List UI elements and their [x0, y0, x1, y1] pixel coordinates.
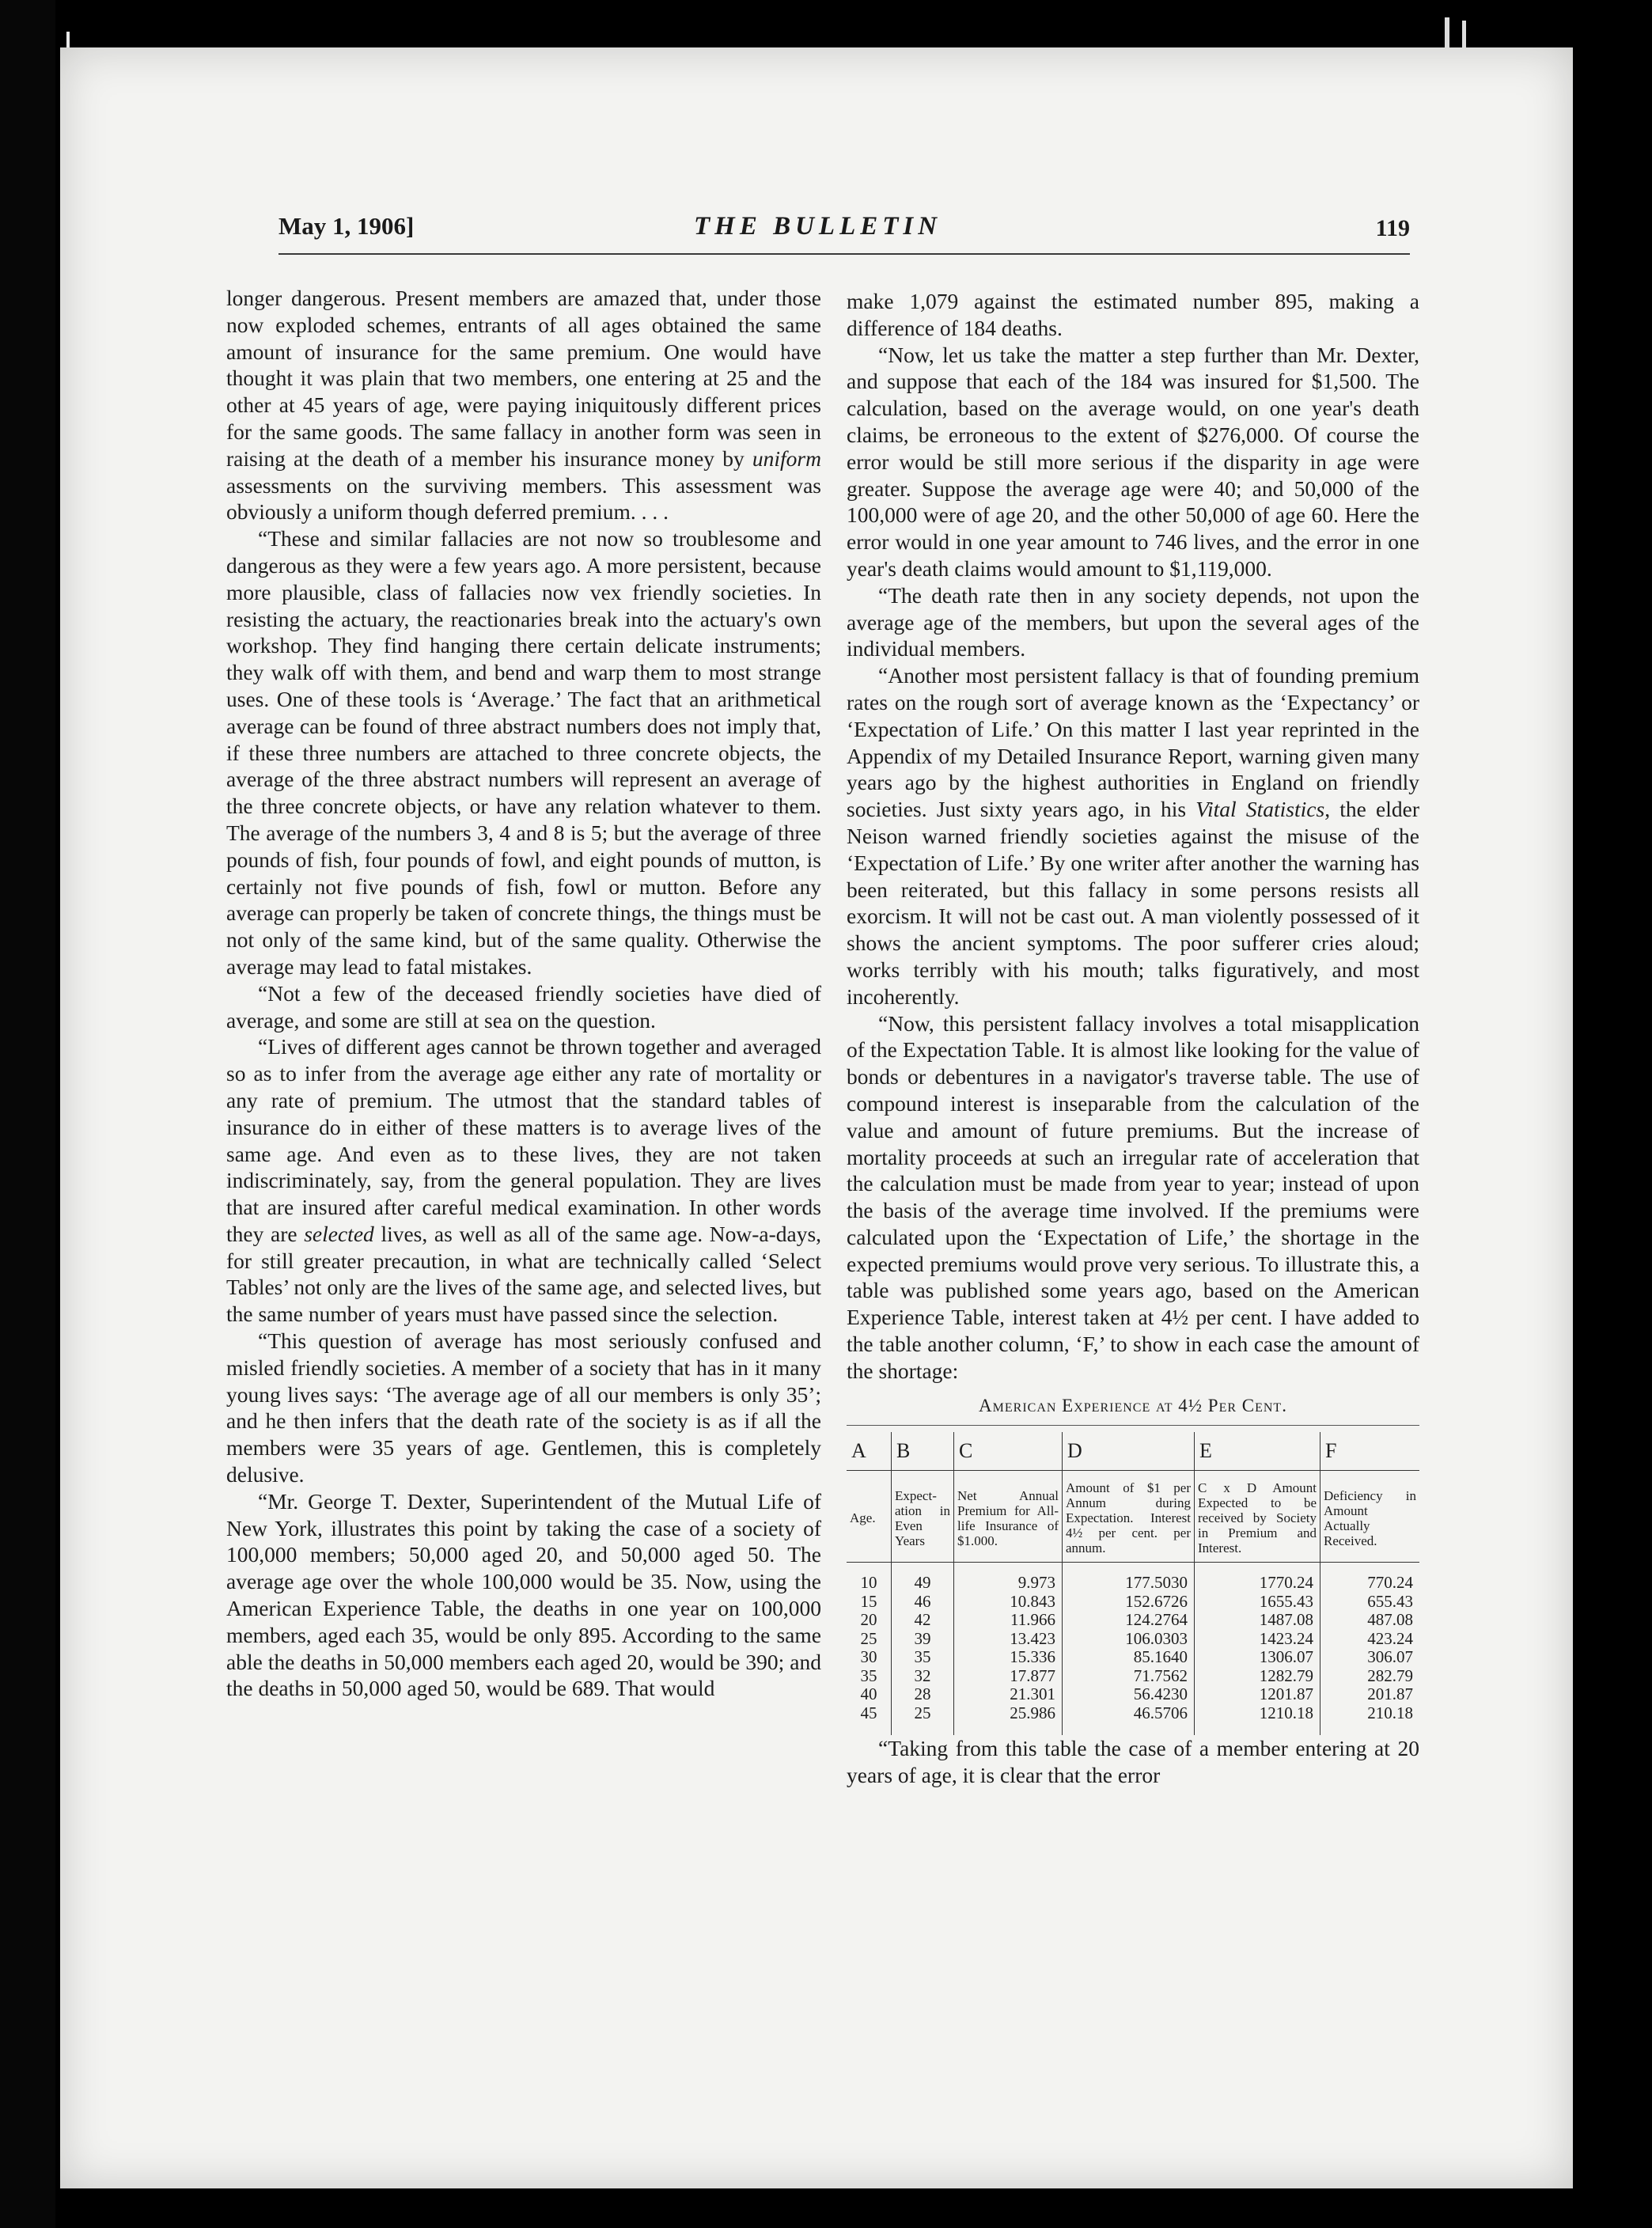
paragraph: “Mr. George T. Dexter, Superintendent of the Mutual Life of New York, illustrates this point by taking the case of a society of 100,000 members; 50,000 aged 20, and 50,000 aged 50. The average age over the whole 100,000 would be 35. Now, using the American Experience Table, the deaths in one year on 100,000 members, aged each 35, would be only 895. According to the same able the deaths in 50,000 members each aged 20, would be 390; and the deaths in 50,000 aged 50, would be 689. That would — [226, 1488, 821, 1701]
table-row — [847, 1667, 1419, 1686]
table-cell: 106.0303 — [1063, 1630, 1195, 1649]
table-cell: 32 — [892, 1667, 954, 1686]
table-cell: 1210.18 — [1195, 1704, 1320, 1736]
table-cell: 20 — [860, 1610, 877, 1630]
paragraph: “Lives of different ages cannot be thrown together and averaged so as to infer from the average age either any rate of mortality or any rate of premium. The utmost that the standard tables of insurance do in either of these matters is to average lives of the same age. And even as to these lives, they are not taken indiscriminately, say, from the general population. They are lives that are insured after careful medical examination. In other words they are selected lives, as well as all of the same age. Now-a-days, for still greater precaution, in what are technically called ‘Select Tables’ not only are the lives of the same age, and selected lives, but the same number of years must have passed since the selection. — [226, 1034, 822, 1327]
table-cell: 9.973 — [954, 1563, 1063, 1593]
paragraph: “Now, let us take the matter a step further than Mr. Dexter, and suppose that each of the 184 was insured for $1,500. The calculation, based on the average would, on one year's death claims, be erroneous to the extent of $276,000. Of course the error would be still more serious if the disparity in age were greater. Suppose the average age were 40; and 50,000 of the 100,000 were of age 20, and the other 50,000 of age 60. Here the error would in one year amount to 746 lives, and the error in one year's death claims would amount to $1,119,000. — [847, 342, 1419, 581]
scan-edge-tick — [1462, 21, 1466, 49]
table-cell: 30 — [860, 1647, 877, 1667]
column-letter: A — [851, 1439, 866, 1463]
table-cell: 46 — [892, 1593, 954, 1612]
table-row — [847, 1630, 1419, 1649]
running-head — [278, 212, 1410, 247]
paragraph: “Taking from this table the case of a member entering at 20 years of age, it is clear that the error — [847, 1736, 1419, 1788]
table-cell: 39 — [892, 1630, 954, 1649]
table-cell: 42 — [892, 1611, 954, 1630]
column-header: Deficiency in Amount Actually Received. — [1320, 1471, 1420, 1563]
right-column — [847, 288, 1419, 1789]
table-cell: 306.07 — [1320, 1648, 1420, 1667]
table-row — [847, 1685, 1419, 1704]
table-cell: 1201.87 — [1195, 1685, 1320, 1704]
table-cell: 15.336 — [954, 1648, 1063, 1667]
header-title: THE BULLETIN — [694, 212, 942, 241]
table-row — [847, 1611, 1419, 1630]
column-header: Amount of $1 per Annum during Expectation. Interest 4½ per cent. per annum. — [1063, 1471, 1195, 1563]
table-cell: 1655.43 — [1195, 1593, 1320, 1612]
table-cell: 282.79 — [1320, 1667, 1420, 1686]
scan-border-left — [0, 0, 55, 2228]
table-cell: 487.08 — [1320, 1611, 1420, 1630]
table-cell: 25 — [892, 1704, 954, 1736]
paragraph: “Now, this persistent fallacy involves a total misapplication of the Expectation Table. It is almost like looking for the value of bonds or debentures in a navigator's traverse table. The use of compound interest is inseparable from the calculation of the value and amount of future premiums. But the increase of mortality proceeds at such an irregular rate of acceleration that the calculation must be made from year to year; instead of upon the basis of the average time involved. If the premiums were calculated upon the ‘Expectation of Life,’ the shortage in the expected premiums would prove very serious. To illustrate this, a table was published some years ago, based on the American Experience Table, interest taken at 4½ per cent. I have added to the table another column, ‘F,’ to show in each case the amount of the shortage: — [847, 1010, 1419, 1383]
table-cell: 124.2764 — [1063, 1611, 1195, 1630]
table-cell: 10.843 — [954, 1593, 1063, 1612]
table-cell: 1770.24 — [1195, 1563, 1320, 1593]
paragraph: “Another most persistent fallacy is that of founding premium rates on the rough sort of average known as the ‘Expectancy’ or ‘Expectation of Life.’ On this matter I last year reprinted in the Appendix of my Detailed Insurance Report, warning given many years ago by the highest authorities in England on friendly societies. Just sixty years ago, in his Vital Statistics, the elder Neison warned friendly societies against the misuse of the ‘Expectation of Life.’ By one writer after another the warning has been reiterated, but this fallacy in some persons resists all exorcism. It will not be cast out. A man violently possessed of it shows the ancient symptoms. The poor sufferer cries aloud; works terribly with his mouth; talks figuratively, and most incoherently. — [847, 663, 1419, 1009]
table-cell: 11.966 — [954, 1611, 1063, 1630]
table-cell: 152.6726 — [1063, 1593, 1195, 1612]
table-cell: 423.24 — [1320, 1630, 1420, 1649]
column-letter: B — [892, 1432, 954, 1471]
table-cell: 1306.07 — [1195, 1648, 1320, 1667]
table-row — [847, 1648, 1419, 1667]
table-cell: 177.5030 — [1063, 1563, 1195, 1593]
column-header: Age. — [847, 1471, 892, 1563]
table-cell: 1282.79 — [1195, 1667, 1320, 1686]
header-rule — [278, 253, 1410, 255]
table-row — [847, 1563, 1419, 1593]
table-cell: 35 — [892, 1648, 954, 1667]
paragraph: make 1,079 against the estimated number 895, making a difference of 184 deaths. — [847, 289, 1419, 340]
table-row — [847, 1593, 1419, 1612]
table-cell: 13.423 — [954, 1630, 1063, 1649]
column-letter: E — [1195, 1432, 1320, 1471]
table-cell: 28 — [892, 1685, 954, 1704]
table-cell: 770.24 — [1320, 1563, 1420, 1593]
expectation-table — [847, 1432, 1419, 1735]
page-number: 119 — [1375, 215, 1410, 241]
column-letter: D — [1063, 1432, 1195, 1471]
column-letter: C — [954, 1432, 1063, 1471]
table-cell: 21.301 — [954, 1685, 1063, 1704]
table-cell: 71.7562 — [1063, 1667, 1195, 1686]
table-cell: 85.1640 — [1063, 1648, 1195, 1667]
header-date: May 1, 1906] — [278, 212, 415, 240]
scan-edge-tick — [1445, 17, 1449, 49]
table-rule — [847, 1425, 1419, 1426]
table-cell: 45 — [860, 1703, 877, 1722]
table-cell: 1487.08 — [1195, 1611, 1320, 1630]
table-cell: 25 — [860, 1628, 877, 1648]
column-header: C x D Amount Expected to be received by Society in Premium and Interest. — [1195, 1471, 1320, 1563]
paragraph: “Not a few of the deceased friendly societies have died of average, and some are still at sea on the question. — [226, 980, 821, 1033]
table-cell: 210.18 — [1320, 1704, 1420, 1736]
left-column — [226, 285, 821, 1702]
column-header: Net Annual Premium for All-life Insurance of $1.000. — [954, 1471, 1063, 1563]
paragraph: longer dangerous. Present members are amazed that, under those now exploded schemes, entrants of all ages obtained the same amount of insurance for the same premium. One would have thought it was plain that two members, one entering at 25 and the other at 45 years of age, were paying iniquitously different prices for the same goods. The same fallacy in another form was seen in raising at the death of a member his insurance money by uniform assessments on the surviving members. This assessment was obviously a uniform though deferred premium. . . . — [226, 286, 821, 525]
table-cell: 17.877 — [954, 1667, 1063, 1686]
table-cell: 46.5706 — [1063, 1704, 1195, 1736]
table-cell: 10 — [860, 1573, 877, 1593]
table-cell: 25.986 — [954, 1704, 1063, 1736]
column-header: Expect-ation in Even Years — [892, 1471, 954, 1563]
paragraph: “This question of average has most seriously confused and misled friendly societies. A member of a society that has in it many young lives says: ‘The average age of all our members is only 35’; and he then infers that the death rate of the society is as if all the members were 35 years of age. Gentlemen, this is completely delusive. — [226, 1328, 821, 1487]
table-row — [847, 1704, 1419, 1736]
table-cell: 56.4230 — [1063, 1685, 1195, 1704]
table-cell: 35 — [860, 1665, 877, 1685]
paragraph: “The death rate then in any society depends, not upon the average age of the members, but upon the several ages of the individual members. — [847, 582, 1419, 661]
table-cell: 40 — [860, 1684, 877, 1704]
table-cell: 1423.24 — [1195, 1630, 1320, 1649]
table-cell: 49 — [892, 1563, 954, 1593]
table-cell: 655.43 — [1320, 1593, 1420, 1612]
table-cell: 15 — [860, 1591, 877, 1611]
table-caption: American Experience at 4½ Per Cent. — [979, 1395, 1287, 1415]
column-letter: F — [1320, 1432, 1420, 1471]
paragraph: “These and similar fallacies are not now so troublesome and dangerous as they were a few years ago. A more persistent, because more plausible, class of fallacies now vex friendly societies. In resisting the actuary, the reactionaries break into the actuary's own workshop. They find hanging there certain delicate instruments; they walk off with them, and bend and warp them to most strange uses. One of these tools is ‘Average.’ The fact that an arithmetical average can be found of three abstract numbers does not imply that, if these three numbers are attached to three concrete objects, the average of the three abstract numbers will represent an average of the three concrete objects, or have any relation whatever to them. The average of the numbers 3, 4 and 8 is 5; but the average of three pounds of fish, four pounds of fowl, and eight pounds of mutton, is certainly not five pounds of fish, fowl or mutton. Before any average can properly be taken of concrete things, the things must be not only of the same kind, but of the same quality. Otherwise the average may lead to fatal mistakes. — [226, 526, 821, 979]
table-cell: 201.87 — [1320, 1685, 1420, 1704]
